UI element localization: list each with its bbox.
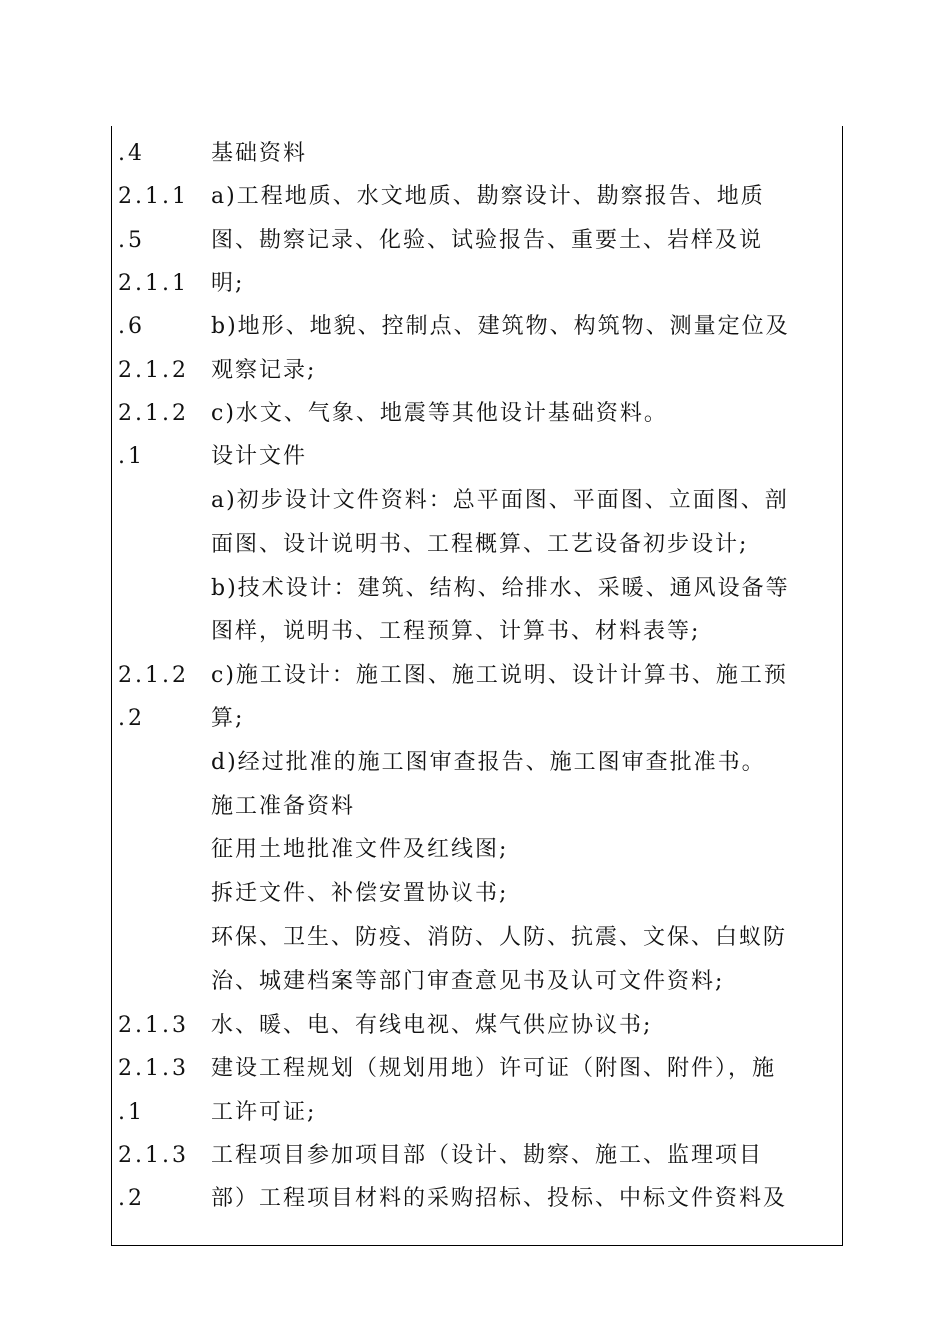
section-number: .2 — [118, 1186, 145, 1211]
section-number: 2.1.2 — [118, 358, 189, 383]
text-line: 工许可证; — [211, 1100, 317, 1125]
text-line: 拆迁文件、补偿安置协议书; — [211, 881, 509, 906]
text-line: b)地形、地貌、控制点、建筑物、构筑物、测量定位及 — [211, 314, 790, 339]
text-line: 工程项目参加项目部（设计、勘察、施工、监理项目 — [211, 1143, 764, 1168]
section-number: .5 — [118, 228, 145, 253]
section-number: .6 — [118, 314, 145, 339]
section-number: 2.1.1 — [118, 271, 189, 296]
text-line: 征用土地批准文件及红线图; — [211, 837, 509, 862]
text-line: 图样，说明书、工程预算、计算书、材料表等; — [211, 619, 701, 644]
section-number: 2.1.2 — [118, 663, 189, 688]
text-line: 算; — [211, 706, 245, 731]
text-line: b)技术设计：建筑、结构、给排水、采暖、通风设备等 — [211, 576, 790, 601]
text-line: 部）工程项目材料的采购招标、投标、中标文件资料及 — [211, 1186, 788, 1211]
section-number: .1 — [118, 444, 145, 469]
text-line: 图、勘察记录、化验、试验报告、重要土、岩样及说 — [211, 228, 764, 253]
text-line: c)水文、气象、地震等其他设计基础资料。 — [211, 401, 668, 426]
text-line: c)施工设计：施工图、施工说明、设计计算书、施工预 — [211, 663, 788, 688]
text-line: 环保、卫生、防疫、消防、人防、抗震、文保、白蚁防 — [211, 925, 788, 950]
section-number: 2.1.3 — [118, 1056, 189, 1081]
section-number: 2.1.1 — [118, 184, 189, 209]
text-line: 建设工程规划（规划用地）许可证（附图、附件），施 — [211, 1056, 777, 1081]
heading-design-docs: 设计文件 — [211, 444, 308, 469]
text-line: a)工程地质、水文地质、勘察设计、勘察报告、地质 — [211, 184, 765, 209]
text-line: 明; — [211, 271, 245, 296]
text-line: 水、暖、电、有线电视、煤气供应协议书; — [211, 1013, 653, 1038]
text-line: a)初步设计文件资料：总平面图、平面图、立面图、剖 — [211, 488, 789, 513]
text-line: 观察记录; — [211, 358, 317, 383]
text-line: d)经过批准的施工图审查报告、施工图审查批准书。 — [211, 750, 766, 775]
heading-construction-prep: 施工准备资料 — [211, 794, 356, 819]
section-number: .2 — [118, 706, 145, 731]
text-line: 治、城建档案等部门审查意见书及认可文件资料; — [211, 969, 725, 994]
text-line: 面图、设计说明书、工程概算、工艺设备初步设计; — [211, 532, 749, 557]
section-number: 2.1.3 — [118, 1013, 189, 1038]
section-number: 2.1.3 — [118, 1143, 189, 1168]
section-number: 2.1.2 — [118, 401, 189, 426]
section-number: .4 — [118, 141, 145, 166]
heading-basic-data: 基础资料 — [211, 141, 308, 166]
section-number: .1 — [118, 1100, 145, 1125]
